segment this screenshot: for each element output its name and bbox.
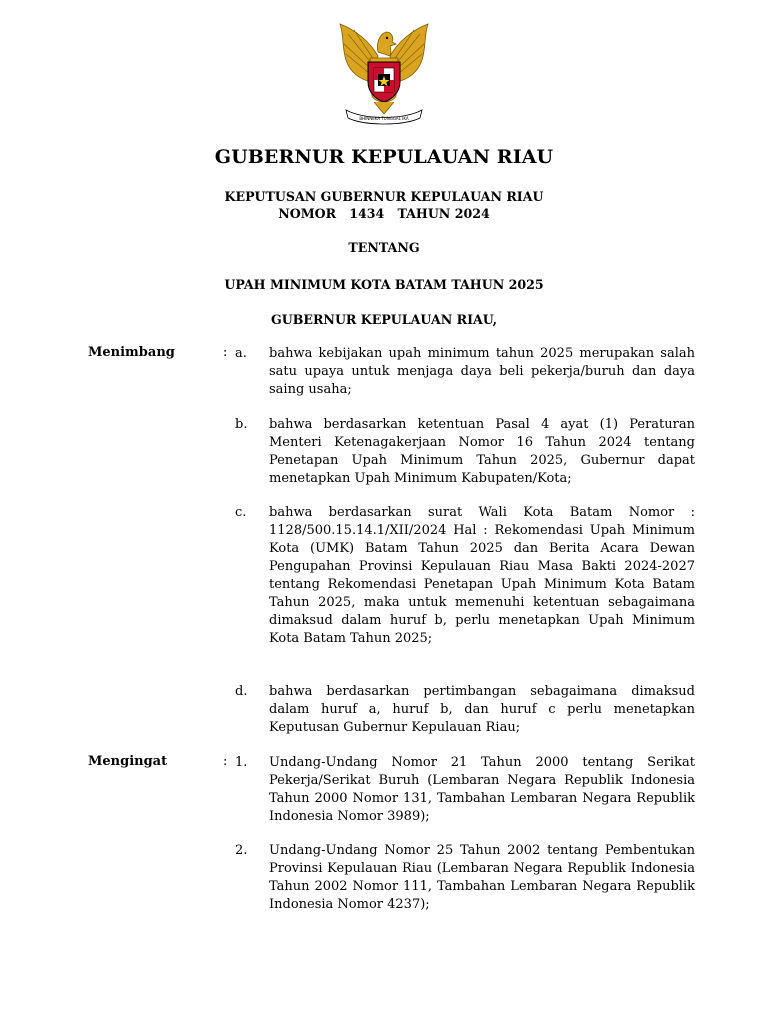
decree-subject: UPAH MINIMUM KOTA BATAM TAHUN 2025 bbox=[224, 277, 544, 292]
mengingat-label: Mengingat bbox=[88, 754, 168, 769]
svg-text:BHINNEKA TUNGGAL IKA: BHINNEKA TUNGGAL IKA bbox=[359, 116, 409, 121]
item-text: bahwa berdasarkan ketentuan Pasal 4 ayat (1) Peraturan Menteri Ketenagakerjaan Nomor 16 Tahun 2024 tentang Penetapan Upah Minimum Tahun 2025, Gubernur dapat menetapkan Upah Minimum Kabupaten/Kota; bbox=[269, 417, 695, 486]
item-marker: a. bbox=[235, 346, 247, 361]
item-marker: d. bbox=[235, 684, 248, 699]
item-marker: 1. bbox=[235, 755, 248, 770]
item-text: bahwa kebijakan upah minimum tahun 2025 merupakan salah satu upaya untuk menjaga daya beli pekerja/buruh dan daya saing usaha; bbox=[269, 346, 695, 397]
item-text: bahwa berdasarkan surat Wali Kota Batam Nomor : 1128/500.15.14.1/XII/2024 Hal : Rekomendasi Upah Minimum Kota (UMK) Batam Tahun 2025 dan Berita Acara Dewan Pengupahan Provinsi Kepulauan Riau Masa Bakti 2024-2027 tentang Rekomendasi Penetapan Upah Minimum Kota Batam Tahun 2025, maka untuk memenuhi ketentuan sebagaimana dimaksud dalam huruf b, perlu menetapkan Upah Minimum Kota Batam Tahun 2025; bbox=[269, 505, 695, 646]
menimbang-colon: : bbox=[223, 345, 228, 360]
decree-number: NOMOR 1434 TAHUN 2024 bbox=[278, 206, 490, 221]
garuda-pancasila-emblem-icon bbox=[334, 22, 434, 126]
item-marker: c. bbox=[235, 505, 247, 520]
issuer-title: GUBERNUR KEPULAUAN RIAU bbox=[214, 146, 554, 168]
item-text: bahwa berdasarkan pertimbangan sebagaimana dimaksud dalam huruf a, huruf b, dan huruf c perlu menetapkan Keputusan Gubernur Kepulauan Riau; bbox=[269, 684, 695, 735]
tentang-heading: TENTANG bbox=[348, 240, 420, 255]
item-marker: b. bbox=[235, 417, 248, 432]
decree-title: KEPUTUSAN GUBERNUR KEPULAUAN RIAU bbox=[224, 189, 544, 204]
item-marker: 2. bbox=[235, 843, 248, 858]
item-text: Undang-Undang Nomor 25 Tahun 2002 tentang Pembentukan Provinsi Kepulauan Riau (Lembaran Negara Republik Indonesia Tahun 2002 Nomor 111, Tambahan Lembaran Negara Republik Indonesia Nomor 4237); bbox=[269, 843, 695, 912]
governor-heading: GUBERNUR KEPULAUAN RIAU, bbox=[270, 312, 498, 327]
menimbang-label: Menimbang bbox=[88, 345, 175, 360]
item-text: Undang-Undang Nomor 21 Tahun 2000 tentang Serikat Pekerja/Serikat Buruh (Lembaran Negara Republik Indonesia Tahun 2000 Nomor 131, Tambahan Lembaran Negara Republik Indonesia Nomor 3989); bbox=[269, 755, 695, 824]
mengingat-colon: : bbox=[223, 754, 228, 769]
